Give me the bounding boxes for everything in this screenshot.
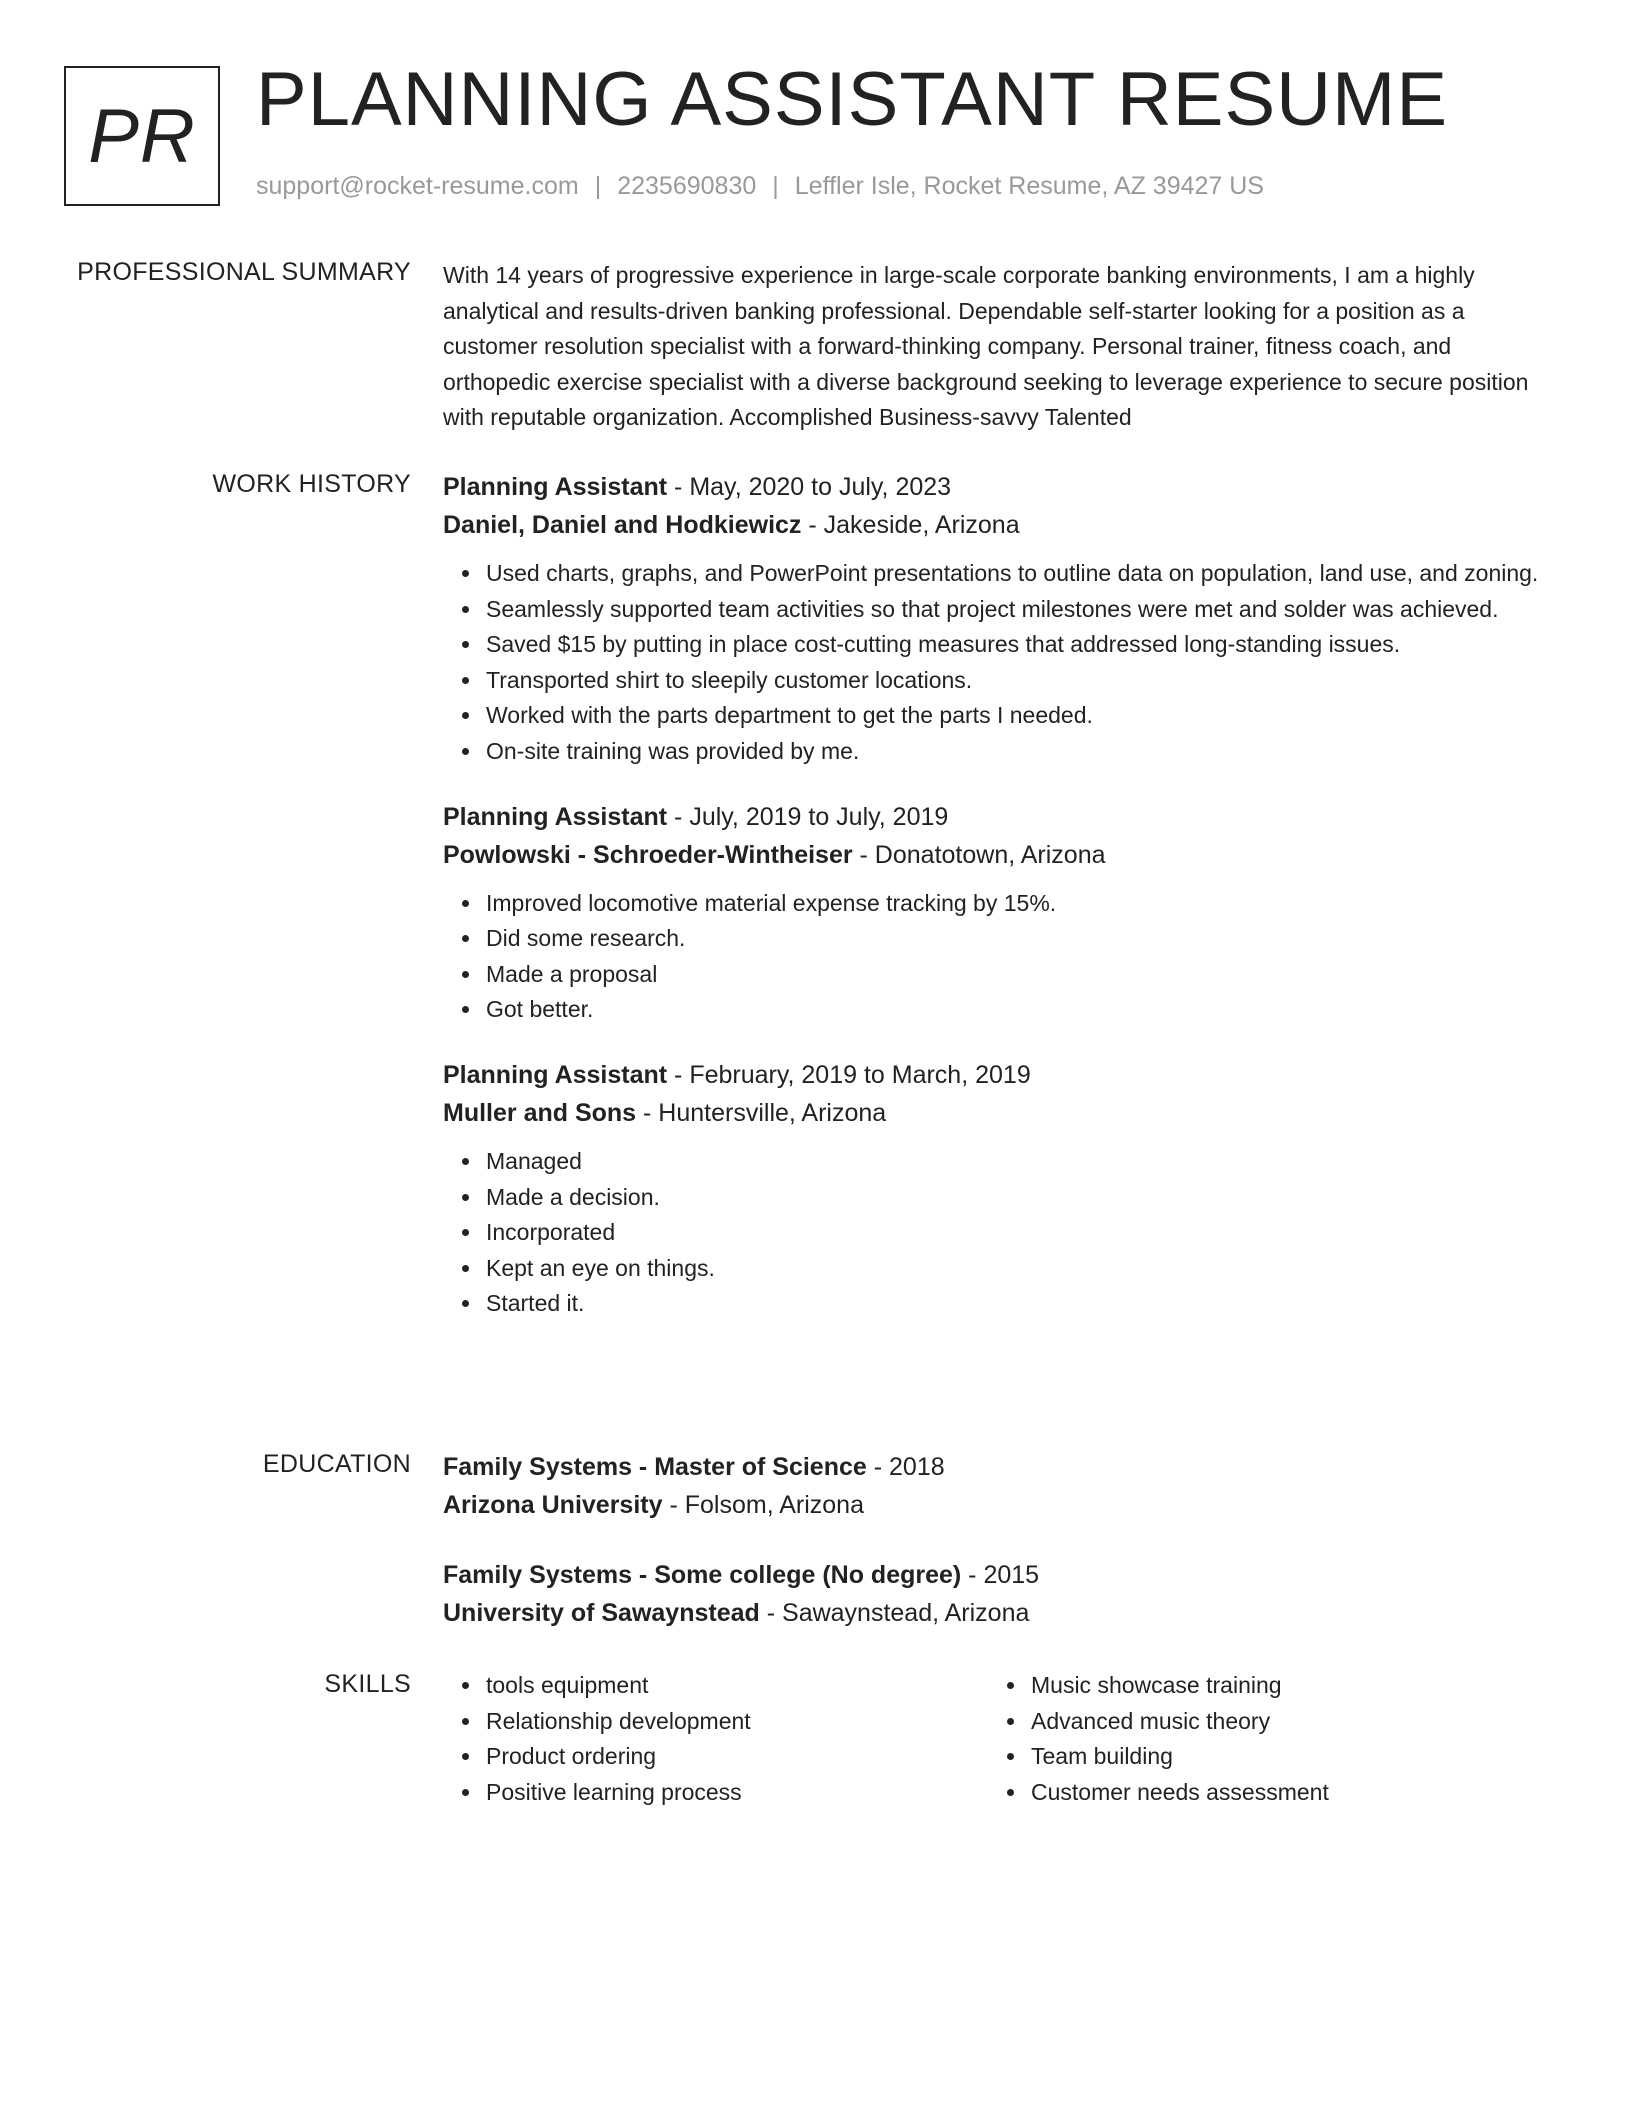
resume-title: PLANNING ASSISTANT RESUME <box>256 57 1449 142</box>
skills-body <box>443 1668 1558 1810</box>
job-title: Planning Assistant <box>443 473 668 501</box>
list-item: Worked with the parts department to get the parts I needed. <box>486 698 1558 734</box>
list-item: Made a decision. <box>486 1180 1558 1216</box>
skill-item: Team building <box>1031 1739 1533 1775</box>
skill-item: Customer needs assessment <box>1031 1775 1533 1811</box>
job-title: Planning Assistant <box>443 1060 668 1089</box>
contact-email: support@rocket-resume.com <box>256 172 579 200</box>
contact-address: Leffler Isle, Rocket Resume, AZ 39427 US <box>794 172 1264 200</box>
contact-separator: | <box>772 172 779 200</box>
education-school: Arizona University <box>443 1491 663 1519</box>
monogram-box <box>64 66 220 206</box>
list-item: Got better. <box>486 992 1558 1028</box>
section-label-work-history: WORK HISTORY <box>212 470 411 498</box>
list-item: Did some research. <box>486 921 1558 957</box>
job-location: - Donatotown, Arizona <box>852 840 1106 869</box>
section-label-education: EDUCATION <box>262 1450 411 1478</box>
education-year: - 2015 <box>961 1561 1040 1589</box>
education-degree: Family Systems - Master of Science <box>443 1453 867 1481</box>
job-dates: - July, 2019 to July, 2019 <box>667 802 949 831</box>
education-degree-line <box>443 1448 1558 1486</box>
monogram-initials: PR <box>88 93 196 179</box>
skill-item: tools equipment <box>486 1668 988 1704</box>
job-dates: - May, 2020 to July, 2023 <box>667 473 952 501</box>
education-location: - Folsom, Arizona <box>662 1491 864 1519</box>
list-item: Seamlessly supported team activities so that project milestones were met and solder was achieved. <box>486 592 1558 628</box>
job-entry <box>443 468 1558 770</box>
job-company: Powlowski - Schroeder-Wintheiser <box>443 840 853 869</box>
education-entry <box>443 1556 1558 1632</box>
section-label-summary: PROFESSIONAL SUMMARY <box>77 258 411 286</box>
education-degree: Family Systems - Some college (No degree) <box>443 1561 962 1589</box>
list-item: Improved locomotive material expense tracking by 15%. <box>486 886 1558 922</box>
skill-item: Music showcase training <box>1031 1668 1533 1704</box>
education-location: - Sawaynstead, Arizona <box>759 1599 1030 1627</box>
skills-list <box>988 1668 1533 1810</box>
job-bullets <box>443 886 1558 1028</box>
skills-list <box>443 1668 988 1810</box>
list-item: Made a proposal <box>486 957 1558 993</box>
education-school-line <box>443 1486 1558 1524</box>
list-item: Managed <box>486 1144 1558 1180</box>
skills-column-right <box>988 1668 1533 1810</box>
list-item: Incorporated <box>486 1215 1558 1251</box>
list-item: Kept an eye on things. <box>486 1251 1558 1287</box>
job-location: - Jakeside, Arizona <box>801 511 1020 539</box>
job-location: - Huntersville, Arizona <box>636 1098 887 1127</box>
job-title-line <box>443 1056 1558 1094</box>
education-year: - 2018 <box>866 1453 945 1481</box>
section-label-skills: SKILLS <box>324 1670 411 1698</box>
job-title: Planning Assistant <box>443 802 668 831</box>
contact-line <box>256 172 1264 201</box>
job-title-line <box>443 798 1558 836</box>
job-company-line <box>443 836 1558 874</box>
skill-item: Relationship development <box>486 1704 988 1740</box>
skills-columns <box>443 1668 1558 1810</box>
job-bullets <box>443 1144 1558 1322</box>
education-body <box>443 1448 1558 1664</box>
education-school: University of Sawaynstead <box>443 1599 760 1627</box>
skill-item: Positive learning process <box>486 1775 988 1811</box>
job-bullets <box>443 556 1558 770</box>
job-company-line <box>443 506 1558 544</box>
contact-phone: 2235690830 <box>617 172 757 200</box>
summary-body <box>443 258 1558 436</box>
work-history-body <box>443 468 1558 1350</box>
job-company-line <box>443 1094 1558 1132</box>
job-company: Muller and Sons <box>443 1098 637 1127</box>
job-entry <box>443 798 1558 1028</box>
list-item: Used charts, graphs, and PowerPoint presentations to outline data on population, land use, and zoning. <box>486 556 1558 592</box>
job-title-line <box>443 468 1558 506</box>
list-item: On-site training was provided by me. <box>486 734 1558 770</box>
education-school-line <box>443 1594 1558 1632</box>
job-dates: - February, 2019 to March, 2019 <box>667 1060 1031 1089</box>
skill-item: Product ordering <box>486 1739 988 1775</box>
skills-column-left <box>443 1668 988 1810</box>
contact-separator: | <box>594 172 602 200</box>
education-entry <box>443 1448 1558 1524</box>
list-item: Transported shirt to sleepily customer locations. <box>486 663 1558 699</box>
job-entry <box>443 1056 1558 1322</box>
list-item: Saved $15 by putting in place cost-cutting measures that addressed long-standing issues. <box>486 627 1558 663</box>
skill-item: Advanced music theory <box>1031 1704 1533 1740</box>
list-item: Started it. <box>486 1286 1558 1322</box>
summary-text: With 14 years of progressive experience in large-scale corporate banking environments, I am a highly analytical and results-driven banking professional. Dependable self-starter looking for a position as a customer resolution specialist with a forward-thinking company. Personal trainer, fitness coach, and orthopedic exercise specialist with a diverse background seeking to leverage experience to secure position with reputable organization. Accomplished Business-savvy Talented <box>443 262 1529 430</box>
education-degree-line <box>443 1556 1558 1594</box>
job-company: Daniel, Daniel and Hodkiewicz <box>443 511 802 539</box>
